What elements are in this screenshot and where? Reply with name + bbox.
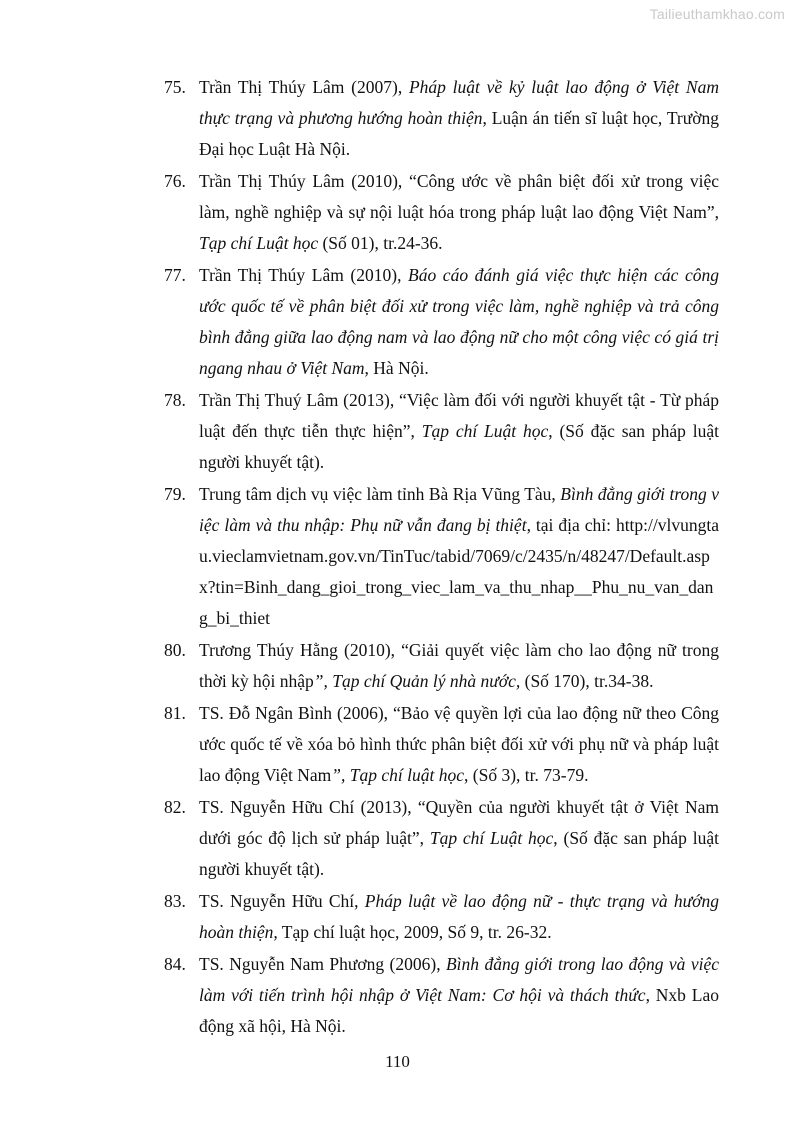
reference-text: , Luận án tiến sĩ luật học, Trường Đại học Luật Hà Nội.	[199, 108, 719, 159]
reference-text: TS. Nguyễn Nam Phương (2006),	[199, 954, 446, 974]
reference-title: Báo cáo đánh giá việc thực hiện các công ước quốc tế về phân biệt đối xử trong việc làm, nghề nghiệp và trả công bình đẳng giữa lao động nam và lao động nữ cho một công việc có giá trị ngang nhau ở Việt Nam	[199, 265, 719, 378]
reference-item	[164, 166, 719, 259]
reference-text: Trung tâm dịch vụ việc làm tỉnh Bà Rịa Vũng Tàu,	[199, 484, 561, 504]
reference-text: , Nxb Lao động xã hội, Hà Nội.	[199, 985, 719, 1036]
reference-title: ”, Tạp chí luật học	[331, 765, 465, 785]
watermark-text: Tailieuthamkhao.com	[649, 6, 785, 22]
reference-title: Bình đẳng giới trong việc làm và thu nhập: Phụ nữ vẫn đang bị thiệt	[199, 484, 720, 535]
reference-url: , tại địa chỉ: http://vlvungtau.vieclamvietnam.gov.vn/TinTuc/tabid/7069/c/2435/n/48247/Default.aspx?tin=Binh_dang_gioi_trong_viec_lam_va_thu_nhap__Phu_nu_van_dang_bi_thiet	[199, 515, 719, 628]
reference-text: (Số 01), tr.24-36.	[318, 233, 443, 253]
reference-item	[164, 385, 719, 478]
reference-number: 83.	[164, 891, 186, 911]
reference-text: Trần Thị Thuý Lâm (2013), “Việc làm đối với người khuyết tật - Từ pháp luật đến thực tiễn thực hiện”,	[199, 390, 719, 441]
reference-number: 81.	[164, 703, 186, 723]
reference-item	[164, 479, 719, 634]
reference-number: 75.	[164, 77, 186, 97]
reference-text: Trần Thị Thúy Lâm (2010),	[199, 265, 409, 285]
reference-number: 78.	[164, 390, 186, 410]
reference-text: TS. Nguyễn Hữu Chí,	[199, 891, 365, 911]
reference-text: (Số 170), tr.34-38.	[520, 671, 654, 691]
reference-item	[164, 72, 719, 165]
reference-item	[164, 698, 719, 791]
reference-title: ”, Tạp chí Quản lý nhà nước,	[313, 671, 521, 691]
reference-list	[164, 72, 719, 1043]
reference-title: Pháp luật về lao động nữ - thực trạng và hướng hoàn thiện,	[199, 891, 719, 942]
reference-number: 77.	[164, 265, 186, 285]
reference-text: Tạp chí luật học, 2009, Số 9, tr. 26-32.	[277, 922, 552, 942]
reference-number: 82.	[164, 797, 186, 817]
reference-title: Tạp chí Luật học	[199, 233, 319, 253]
reference-text: , (Số đặc san pháp luật người khuyết tật).	[199, 421, 719, 472]
reference-text: Trần Thị Thúy Lâm (2007),	[199, 77, 409, 97]
reference-item	[164, 886, 719, 948]
reference-text: , Hà Nội.	[364, 358, 429, 378]
reference-title: Tạp chí Luật học	[421, 421, 549, 441]
reference-item	[164, 260, 719, 384]
reference-text: Trương Thúy Hằng (2010), “Giải quyết việc làm cho lao động nữ trong thời kỳ hội nhập	[199, 640, 719, 691]
reference-text: TS. Nguyễn Hữu Chí (2013), “Quyền của người khuyết tật ở Việt Nam dưới góc độ lịch sử pháp luật”,	[199, 797, 719, 848]
reference-title: Bình đẳng giới trong lao động và việc làm với tiến trình hội nhập ở Việt Nam: Cơ hội và thách thức	[199, 954, 719, 1005]
reference-item	[164, 792, 719, 885]
reference-number: 80.	[164, 640, 186, 660]
reference-text: TS. Đỗ Ngân Bình (2006), “Bảo vệ quyền lợi của lao động nữ theo Công ước quốc tế về xóa bỏ hình thức phân biệt đối xử với phụ nữ và pháp luật lao động Việt Nam	[199, 703, 719, 785]
reference-title: Tạp chí Luật học	[429, 828, 554, 848]
reference-title: Pháp luật về kỷ luật lao động ở Việt Nam thực trạng và phương hướng hoàn thiện	[199, 77, 719, 128]
reference-number: 84.	[164, 954, 186, 974]
reference-text: , (Số 3), tr. 73-79.	[464, 765, 589, 785]
reference-number: 79.	[164, 484, 186, 504]
reference-text: , (Số đặc san pháp luật người khuyết tật).	[199, 828, 719, 879]
reference-number: 76.	[164, 171, 186, 191]
reference-item	[164, 635, 719, 697]
page-number: 110	[385, 1052, 410, 1071]
reference-text: Trần Thị Thúy Lâm (2010), “Công ước về phân biệt đối xử trong việc làm, nghề nghiệp và sự nội luật hóa trong pháp luật lao động Việt Nam”,	[199, 171, 719, 222]
reference-item	[164, 949, 719, 1042]
